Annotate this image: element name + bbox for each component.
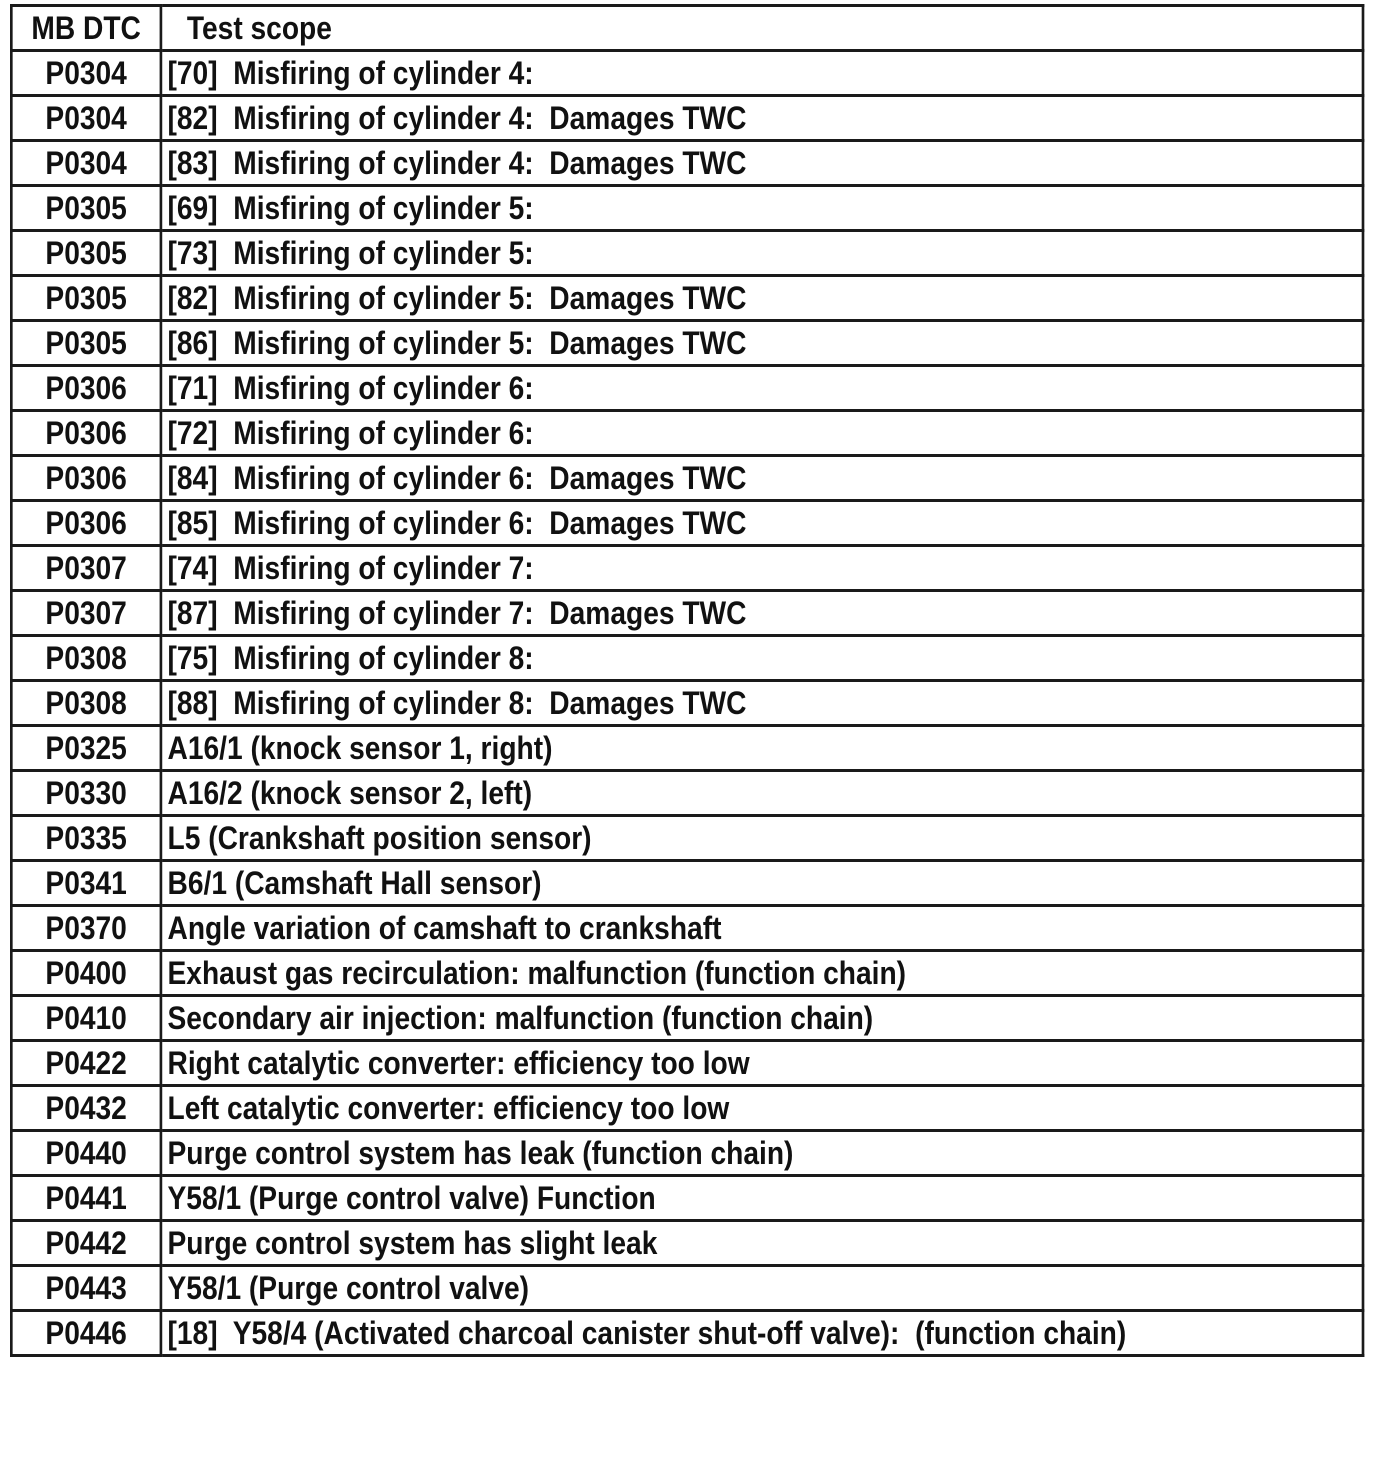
dtc-code: P0446	[11, 1311, 161, 1356]
dtc-code: P0422	[11, 1041, 161, 1086]
test-scope: Exhaust gas recirculation: malfunction (function chain)	[161, 951, 1363, 996]
table-row	[11, 186, 1363, 231]
test-scope: Y58/1 (Purge control valve) Function	[161, 1176, 1363, 1221]
dtc-code: P0305	[11, 186, 161, 231]
dtc-code: P0308	[11, 681, 161, 726]
table-row	[11, 861, 1363, 906]
test-scope: [72] Misfiring of cylinder 6:	[161, 411, 1363, 456]
dtc-code: P0304	[11, 51, 161, 96]
table-row	[11, 1266, 1363, 1311]
table-row	[11, 636, 1363, 681]
test-scope: [83] Misfiring of cylinder 4: Damages TWC	[161, 141, 1363, 186]
table-row	[11, 546, 1363, 591]
table-row	[11, 996, 1363, 1041]
dtc-code: P0306	[11, 456, 161, 501]
dtc-code: P0432	[11, 1086, 161, 1131]
test-scope: A16/1 (knock sensor 1, right)	[161, 726, 1363, 771]
table-row	[11, 276, 1363, 321]
test-scope: [74] Misfiring of cylinder 7:	[161, 546, 1363, 591]
table-row	[11, 411, 1363, 456]
table-row	[11, 321, 1363, 366]
test-scope: [71] Misfiring of cylinder 6:	[161, 366, 1363, 411]
dtc-code: P0304	[11, 96, 161, 141]
test-scope: [82] Misfiring of cylinder 4: Damages TWC	[161, 96, 1363, 141]
table-row	[11, 1086, 1363, 1131]
table-body	[11, 51, 1363, 1356]
table-row	[11, 366, 1363, 411]
test-scope: [88] Misfiring of cylinder 8: Damages TWC	[161, 681, 1363, 726]
test-scope: Purge control system has leak (function chain)	[161, 1131, 1363, 1176]
dtc-code: P0307	[11, 591, 161, 636]
table-row	[11, 231, 1363, 276]
header-mb-dtc: MB DTC	[11, 6, 161, 51]
table-row	[11, 1311, 1363, 1356]
dtc-code: P0370	[11, 906, 161, 951]
table-row	[11, 51, 1363, 96]
dtc-code: P0308	[11, 636, 161, 681]
test-scope: Right catalytic converter: efficiency too low	[161, 1041, 1363, 1086]
dtc-code: P0441	[11, 1176, 161, 1221]
table-row	[11, 726, 1363, 771]
test-scope: [73] Misfiring of cylinder 5:	[161, 231, 1363, 276]
header-test-scope: Test scope	[161, 6, 1363, 51]
test-scope: L5 (Crankshaft position sensor)	[161, 816, 1363, 861]
table-row	[11, 906, 1363, 951]
dtc-code: P0306	[11, 411, 161, 456]
dtc-table	[10, 4, 1364, 1357]
table-row	[11, 771, 1363, 816]
dtc-code: P0400	[11, 951, 161, 996]
table-row	[11, 816, 1363, 861]
table-row	[11, 1131, 1363, 1176]
table-row	[11, 456, 1363, 501]
dtc-code: P0305	[11, 231, 161, 276]
test-scope: [70] Misfiring of cylinder 4:	[161, 51, 1363, 96]
table-row	[11, 951, 1363, 996]
test-scope: Purge control system has slight leak	[161, 1221, 1363, 1266]
table-row	[11, 141, 1363, 186]
dtc-code: P0306	[11, 501, 161, 546]
test-scope: A16/2 (knock sensor 2, left)	[161, 771, 1363, 816]
dtc-code: P0305	[11, 276, 161, 321]
dtc-code: P0442	[11, 1221, 161, 1266]
dtc-code: P0330	[11, 771, 161, 816]
test-scope: [82] Misfiring of cylinder 5: Damages TWC	[161, 276, 1363, 321]
dtc-code: P0305	[11, 321, 161, 366]
dtc-code: P0443	[11, 1266, 161, 1311]
test-scope: Y58/1 (Purge control valve)	[161, 1266, 1363, 1311]
table-row	[11, 591, 1363, 636]
dtc-code: P0440	[11, 1131, 161, 1176]
table-row	[11, 96, 1363, 141]
test-scope: [86] Misfiring of cylinder 5: Damages TWC	[161, 321, 1363, 366]
table-row	[11, 1041, 1363, 1086]
dtc-code: P0341	[11, 861, 161, 906]
dtc-code: P0307	[11, 546, 161, 591]
table-row	[11, 501, 1363, 546]
dtc-code: P0335	[11, 816, 161, 861]
dtc-code: P0304	[11, 141, 161, 186]
table-row	[11, 681, 1363, 726]
test-scope: [75] Misfiring of cylinder 8:	[161, 636, 1363, 681]
test-scope: [18] Y58/4 (Activated charcoal canister shut-off valve): (function chain)	[161, 1311, 1363, 1356]
test-scope: [87] Misfiring of cylinder 7: Damages TWC	[161, 591, 1363, 636]
table-row	[11, 1221, 1363, 1266]
dtc-table-container	[10, 4, 1362, 1357]
test-scope: Angle variation of camshaft to crankshaft	[161, 906, 1363, 951]
dtc-code: P0325	[11, 726, 161, 771]
table-row	[11, 1176, 1363, 1221]
test-scope: [85] Misfiring of cylinder 6: Damages TWC	[161, 501, 1363, 546]
table-header-row	[11, 6, 1363, 51]
test-scope: [84] Misfiring of cylinder 6: Damages TWC	[161, 456, 1363, 501]
dtc-code: P0410	[11, 996, 161, 1041]
dtc-code: P0306	[11, 366, 161, 411]
test-scope: [69] Misfiring of cylinder 5:	[161, 186, 1363, 231]
test-scope: Left catalytic converter: efficiency too low	[161, 1086, 1363, 1131]
test-scope: B6/1 (Camshaft Hall sensor)	[161, 861, 1363, 906]
test-scope: Secondary air injection: malfunction (function chain)	[161, 996, 1363, 1041]
